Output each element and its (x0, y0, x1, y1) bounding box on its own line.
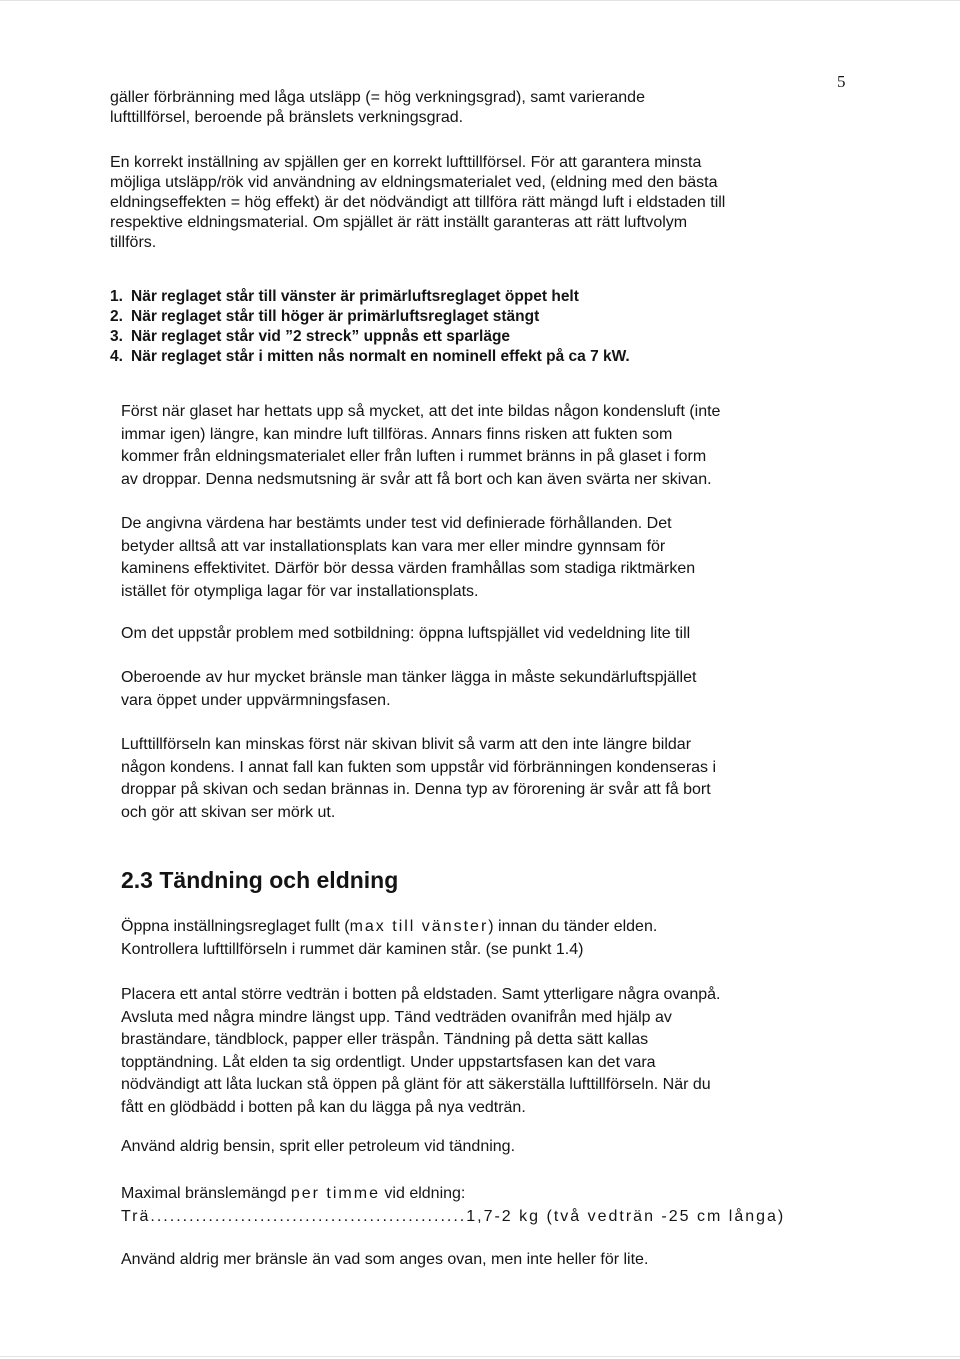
text-line: fått en glödbädd i botten på kan du lägga på nya vedträn. (121, 1098, 526, 1116)
text-line: av droppar. Denna nedsmutsning är svår att få bort och kan även svärta ner skivan. (121, 470, 712, 488)
paragraph-glass-heating (121, 401, 851, 491)
text-line (121, 916, 851, 939)
text-line: droppar på skivan och sedan brännas in. Denna typ av förorening är svår att få bort (121, 781, 711, 798)
text-line: De angivna värdena har bestämts under test vid definierade förhållanden. Det (121, 515, 672, 532)
fuel-amount-line: Trä.................................................1,7-2 kg (två vedträn -25 cm långa) (121, 1207, 786, 1225)
spaced-text: per timme (290, 1185, 380, 1202)
text-line: istället för otympliga lagar för var installationsplats. (121, 582, 479, 600)
list-text: När reglaget står till höger är primärluftsreglaget stängt (131, 308, 540, 325)
text-line: Lufttillförseln kan minskas först när skivan blivit så varm att den inte längre bildar (121, 736, 692, 753)
spaced-text: max till vänster (349, 918, 489, 935)
text-line: Avsluta med några mindre längst upp. Tänd vedträden ovanifrån med hjälp av (121, 1008, 672, 1026)
text-line: Först när glaset har hettats upp så mycket, att det inte bildas någon kondensluft (inte (121, 403, 721, 420)
list-number: 1. (110, 288, 123, 305)
paragraph-damper-setting (110, 153, 840, 253)
list-item (110, 327, 840, 347)
paragraph-fuel-limit (121, 1249, 851, 1272)
paragraph-open-control (121, 916, 851, 961)
list-text: När reglaget står i mitten nås normalt en nominell effekt på ca 7 kW. (131, 348, 630, 365)
text-line: tillförs. (110, 234, 157, 251)
text-line: braständare, tändblock, papper eller träspån. Tändning på detta sätt kallas (121, 1031, 649, 1048)
text-segment: Öppna inställningsreglaget fullt ( (121, 918, 350, 935)
list-number: 2. (110, 308, 123, 325)
text-line: Om det uppstår problem med sotbildning: öppna luftspjället vid vedeldning lite till (121, 625, 691, 642)
paragraph-soot (121, 623, 851, 646)
text-line: Oberoende av hur mycket bränsle man tänker lägga in måste sekundärluftspjället (121, 669, 697, 686)
paragraph-secondary-air (121, 667, 851, 712)
text-line: respektive eldningsmaterial. Om spjället är rätt inställt garanteras att rätt luftvolym (110, 214, 688, 231)
paragraph-condensation (121, 734, 851, 824)
text-line: topptändning. Låt elden ta sig ordentligt. Under uppstartsfasen kan det vara (121, 1053, 656, 1071)
page-number: 5 (837, 72, 846, 91)
list-item (110, 307, 840, 327)
list-text: När reglaget står till vänster är primärluftsreglaget öppet helt (131, 288, 579, 305)
text-line: vara öppet under uppvärmningsfasen. (121, 691, 391, 709)
list-item (110, 287, 840, 307)
text-line (121, 1183, 851, 1206)
text-line: nödvändigt att låta luckan stå öppen på glänt för att säkerställa lufttillförseln. När du (121, 1076, 711, 1093)
text-line: Placera ett antal större vedträn i botten på eldstaden. Samt ytterligare några ovanpå. (121, 986, 721, 1003)
text-line: och gör att skivan ser mörk ut. (121, 803, 336, 821)
paragraph-test-values (121, 513, 851, 603)
paragraph-no-petrol (121, 1136, 851, 1159)
text-line: Använd aldrig bensin, sprit eller petroleum vid tändning. (121, 1138, 516, 1155)
text-line: gäller förbränning med låga utsläpp (= hög verkningsgrad), samt varierande (110, 89, 645, 106)
scan-edge-bottom (0, 1356, 960, 1357)
text-line: lufttillförsel, beroende på bränslets verkningsgrad. (110, 109, 464, 126)
paragraph-top-lighting (121, 984, 851, 1119)
paragraph-emission (110, 88, 840, 128)
text-line: immar igen) längre, kan mindre luft tillföras. Annars finns risken att fukten som (121, 425, 673, 443)
text-segment: vid eldning: (379, 1185, 466, 1202)
text-segment: ) innan du tänder elden. (488, 918, 658, 935)
control-positions-list (110, 287, 840, 367)
list-number: 4. (110, 348, 123, 365)
text-segment: Maximal bränslemängd (121, 1185, 291, 1202)
text-line: någon kondens. I annat fall kan fukten som uppstår vid förbränningen kondenseras i (121, 758, 717, 776)
paragraph-max-fuel (121, 1183, 851, 1228)
scan-edge-top (0, 0, 960, 1)
text-line: kommer från eldningsmaterialet eller från luften i rummet bränns in på glaset i form (121, 448, 707, 465)
text-line: möjliga utsläpp/rök vid användning av eldningsmaterialet ved, (eldning med den bästa (110, 174, 718, 191)
text-line: betyder alltså att var installationsplats kan vara mer eller mindre gynnsam för (121, 537, 666, 555)
text-line: Kontrollera lufttillförseln i rummet där kaminen står. (se punkt 1.4) (121, 940, 584, 958)
text-line: eldningseffekten = hög effekt) är det nödvändigt att tillföra rätt mängd luft i eldstaden till (110, 194, 726, 211)
list-number: 3. (110, 328, 123, 345)
text-line: Använd aldrig mer bränsle än vad som anges ovan, men inte heller för lite. (121, 1251, 649, 1268)
text-line: kaminens effektivitet. Därför bör dessa värden framhållas som stadiga riktmärken (121, 560, 696, 577)
text-line: En korrekt inställning av spjällen ger en korrekt lufttillförsel. För att garantera minsta (110, 154, 702, 171)
list-item (110, 347, 840, 367)
list-text: När reglaget står vid ”2 streck” uppnås ett sparläge (131, 328, 511, 345)
section-heading: 2.3 Tändning och eldning (121, 867, 399, 893)
